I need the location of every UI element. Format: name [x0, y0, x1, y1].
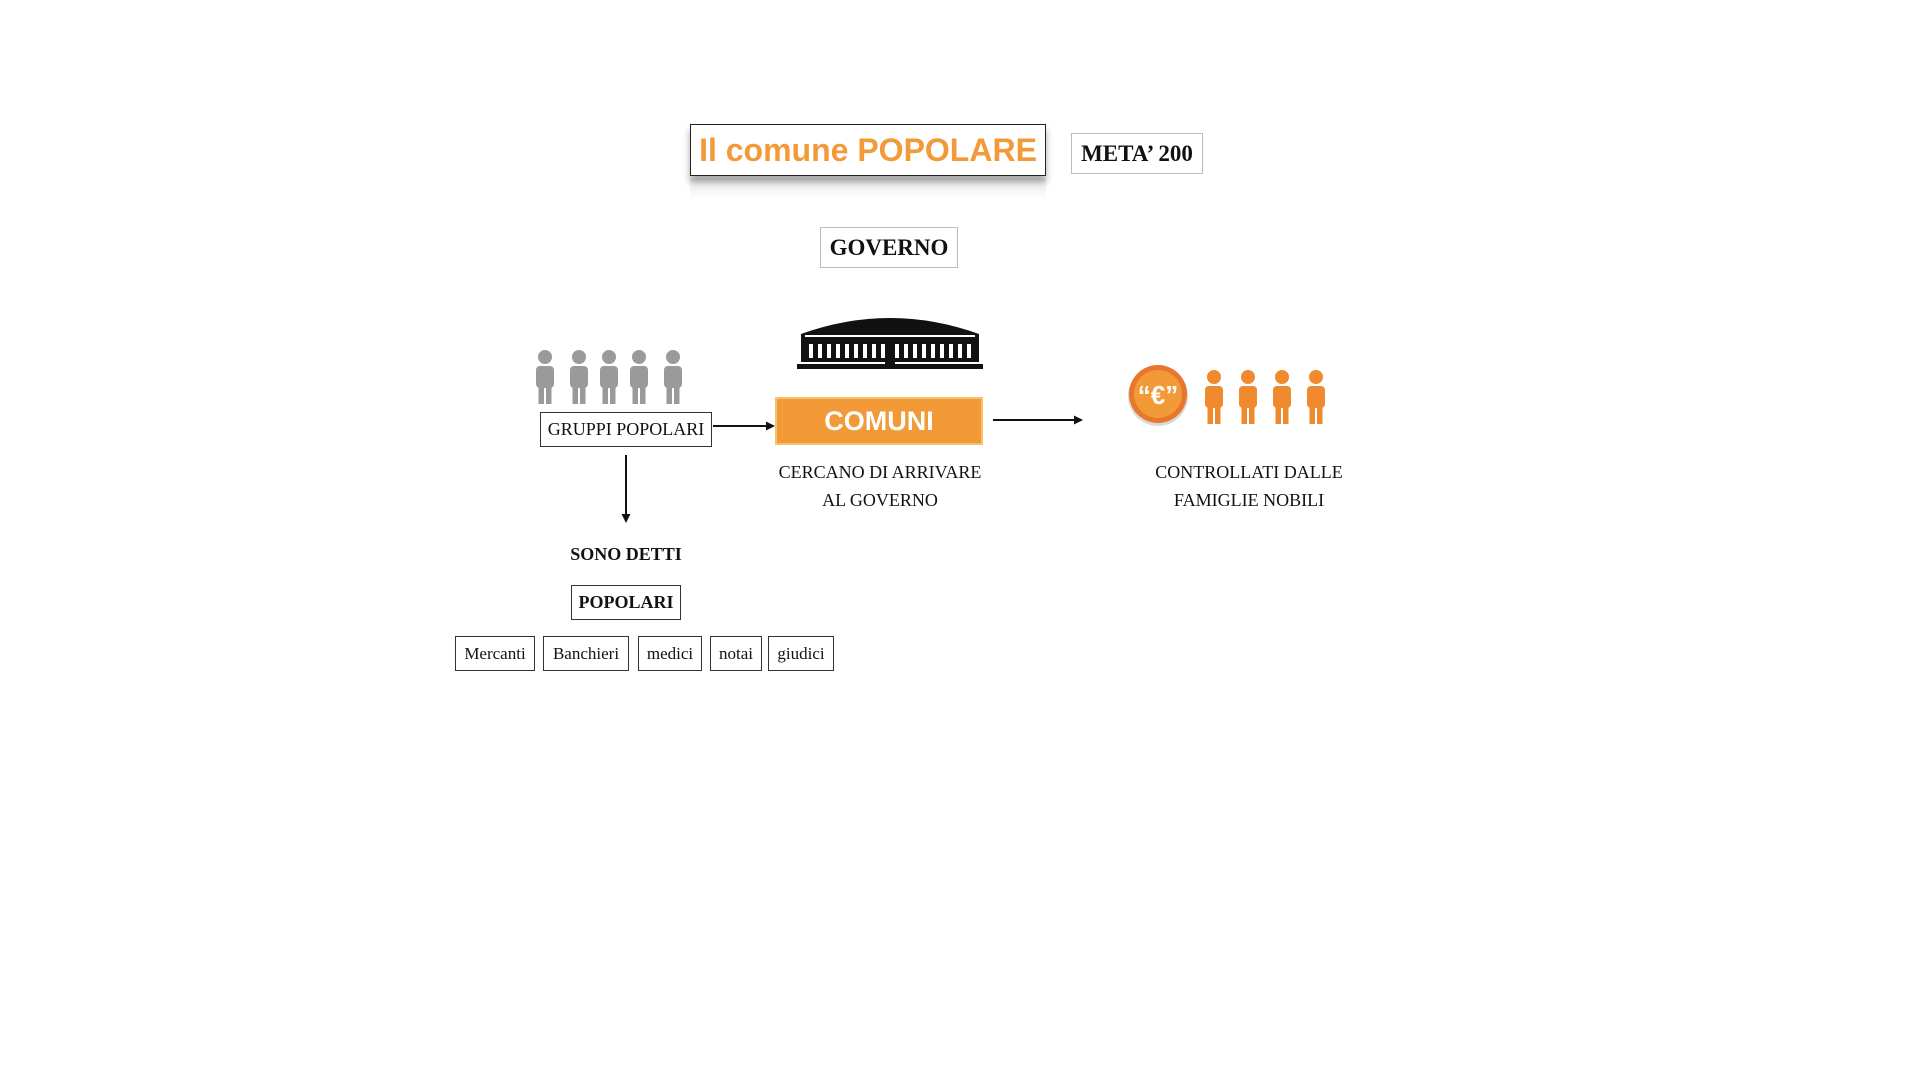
- orange-people-icon: [1200, 370, 1332, 426]
- slide-title: Il comune POPOLARE: [690, 124, 1046, 176]
- arrow-icon: [620, 454, 632, 524]
- comuni-label: COMUNI: [775, 397, 983, 445]
- comuni-caption-line-1: CERCANO DI ARRIVARE: [778, 462, 982, 482]
- title-reflection: [690, 178, 1046, 200]
- government-heading: GOVERNO: [820, 227, 958, 268]
- arrow-icon: [712, 420, 776, 432]
- euro-coin-symbol: “€”: [1137, 380, 1179, 410]
- gray-people-icon: [533, 350, 693, 406]
- comuni-caption: [770, 458, 990, 514]
- profession-judges: giudici: [768, 636, 834, 671]
- profession-merchants: Mercanti: [455, 636, 535, 671]
- groups-label: GRUPPI POPOLARI: [540, 412, 712, 447]
- nobles-caption-line-1: CONTROLLATI DALLE: [1155, 462, 1343, 482]
- profession-notaries: notai: [710, 636, 762, 671]
- popolari-label: POPOLARI: [571, 585, 681, 620]
- arrow-icon: [992, 414, 1084, 426]
- colosseum-icon: [795, 304, 985, 370]
- profession-bankers: Banchieri: [543, 636, 629, 671]
- profession-doctors: medici: [638, 636, 702, 671]
- nobles-caption: [1134, 458, 1364, 514]
- comuni-caption-line-2: AL GOVERNO: [822, 490, 938, 510]
- period-label: META’ 200: [1071, 133, 1203, 174]
- euro-coin-icon: [1126, 363, 1190, 427]
- nobles-caption-line-2: FAMIGLIE NOBILI: [1173, 490, 1325, 510]
- called-label: SONO DETTI: [570, 544, 682, 564]
